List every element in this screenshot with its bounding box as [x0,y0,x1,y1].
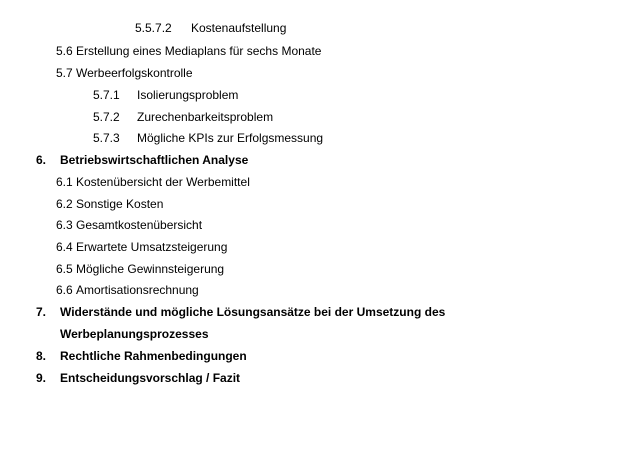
toc-entry-number: 5.7.3 [93,131,120,145]
toc-entry-title: Rechtliche Rahmenbedingungen [60,349,247,363]
toc-entry-number: 9. [36,371,47,385]
toc-entry-number: 6. [36,153,47,167]
toc-entry-title: Gesamtkostenübersicht [76,218,203,232]
toc-entry-number: 5.7.1 [93,88,120,102]
toc-entry-title-continuation: Werbeplanungsprozesses [60,327,209,341]
toc-entry-number: 6.3 [56,218,73,232]
toc-entry-7-continuation [60,327,209,341]
toc-entry-title: Amortisationsrechnung [76,283,199,297]
toc-entry-title: Erwartete Umsatzsteigerung [76,240,228,254]
toc-entry-number: 6.2 [56,197,73,211]
toc-entry-title: Entscheidungsvorschlag / Fazit [60,371,241,385]
toc-entry-number: 6.4 [56,240,73,254]
toc-entry-title: Mögliche KPIs zur Erfolgsmessung [137,131,324,145]
toc-entry-title: Sonstige Kosten [76,197,164,211]
toc-entry-number: 5.7.2 [93,110,120,124]
toc-entry-title: Erstellung eines Mediaplans für sechs Monate [76,44,322,58]
toc-entry-title: Betriebswirtschaftlichen Analyse [60,153,249,167]
toc-entry-title: Widerstände und mögliche Lösungsansätze bei der Umsetzung des [60,305,446,319]
toc-entry-number: 6.6 [56,283,73,297]
toc-entry-number: 5.6 [56,44,73,58]
toc-entry-number: 6.1 [56,175,73,189]
toc-entry-number: 5.7 [56,66,73,80]
toc-entry-title: Kostenübersicht der Werbemittel [76,175,250,189]
toc-entry-title: Kostenaufstellung [191,21,287,35]
toc-entry-number: 6.5 [56,262,73,276]
toc-entry-number: 7. [36,305,47,319]
toc-entry-title: Zurechenbarkeitsproblem [137,110,274,124]
toc-entry-number: 8. [36,349,47,363]
toc-entry-number: 5.5.7.2 [135,21,172,35]
toc-entry-title: Werbeerfolgskontrolle [76,66,193,80]
toc-entry-title: Isolierungsproblem [137,88,239,102]
toc-entry-title: Mögliche Gewinnsteigerung [76,262,225,276]
